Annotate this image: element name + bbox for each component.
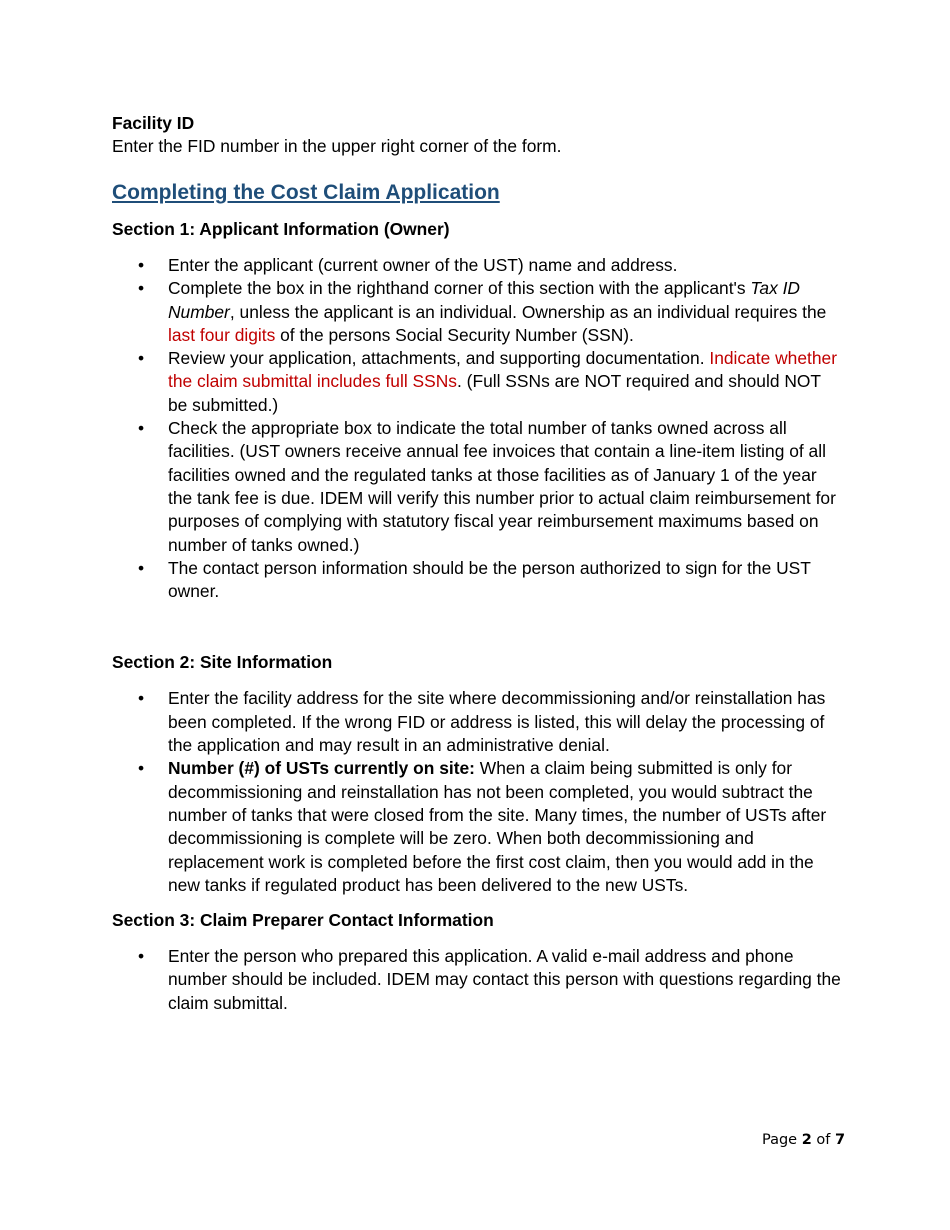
bullet-icon: •	[138, 946, 145, 967]
list-item: • Complete the box in the righthand corner of this section with the applicant's Tax ID Number, unless the applicant is an individual. Ownership as an individual requires the last four digits of the persons Social Security Number (SSN).	[138, 278, 827, 345]
page-number: Page 2 of 7	[762, 1132, 846, 1148]
section-3-title: Section 3: Claim Preparer Contact Information	[112, 910, 494, 931]
bullet-icon: •	[138, 557, 145, 578]
bullet-icon: •	[138, 758, 145, 779]
list-item: • The contact person information should be the person authorized to sign for the UST owner.	[138, 557, 811, 602]
bullet-icon: •	[138, 255, 145, 275]
highlight-text: last four digits	[168, 324, 276, 345]
list-item: • Enter the person who prepared this application. A valid e-mail address and phone number should be included. IDEM may contact this person with questions regarding the claim submittal.	[138, 946, 841, 1013]
section-3-list	[112, 945, 842, 1015]
document-page	[112, 112, 842, 1015]
bullet-icon: •	[138, 348, 145, 369]
list-item: • Enter the facility address for the site where decommissioning and/or reinstallation has been completed. If the wrong FID or address is listed, this will delay the processing of the application and may result in an administrative denial.	[138, 688, 826, 756]
list-item: • Enter the applicant (current owner of the UST) name and address.	[112, 254, 842, 277]
list-item: • Check the appropriate box to indicate the total number of tanks owned across all facilities. (UST owners receive annual fee invoices that contain a line-item listing of all facilities owned and the regulated tanks at those facilities as of January 1 of the year the tank fee is due. IDEM will verify this number prior to actual claim reimbursement for purposes of complying with statutory fiscal year reimbursement maximums based on number of tanks owned.)	[138, 418, 836, 555]
section-2-title: Section 2: Site Information	[112, 652, 333, 673]
bullet-icon: •	[138, 418, 145, 439]
list-item: • Number (#) of USTs currently on site: When a claim being submitted is only for decommissioning and reinstallation has not been completed, you would subtract the number of tanks that were closed from the site. Many times, the number of USTs after decommissioning is complete will be zero. When both decommissioning and replacement work is completed before the first cost claim, then you would add in the new tanks if regulated product has been delivered to the new USTs.	[138, 758, 827, 895]
main-heading: Completing the Cost Claim Application	[112, 181, 500, 204]
section-2-list	[112, 687, 842, 897]
section-1-title: Section 1: Applicant Information (Owner)	[112, 219, 450, 239]
facility-id-text: Enter the FID number in the upper right corner of the form.	[112, 136, 562, 156]
highlight-text: Indicate whether the claim submittal includes full SSNs	[168, 348, 837, 392]
bullet-icon: •	[138, 278, 145, 299]
facility-id-heading: Facility ID	[112, 113, 195, 133]
bullet-icon: •	[138, 688, 145, 709]
list-item: • Review your application, attachments, and supporting documentation. Indicate whether the claim submittal includes full SSNs. (Full SSNs are NOT required and should NOT be submitted.)	[138, 348, 837, 415]
section-1-list	[112, 254, 842, 603]
